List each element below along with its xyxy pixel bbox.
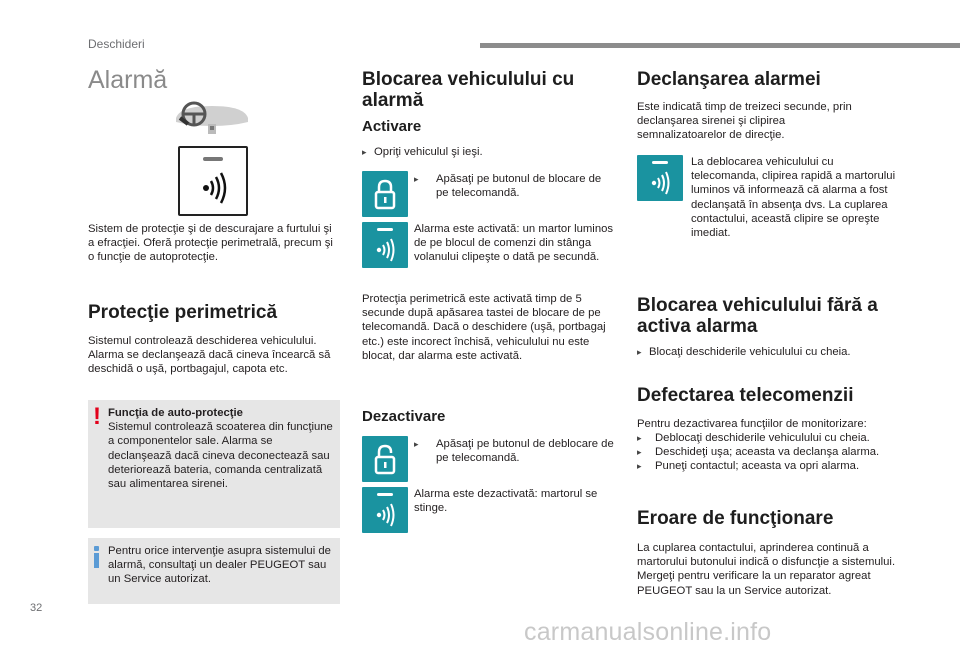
alarm-led-tile xyxy=(362,487,408,533)
no-alarm-title: Blocarea vehiculului fără a activa alarma xyxy=(637,295,878,337)
warning-note xyxy=(88,400,340,528)
activation-step-2-text: Apăsaţi pe butonul de blocare de pe telecomandă. xyxy=(436,173,602,200)
warning-icon: ! xyxy=(93,403,101,430)
list-item: ▸ Puneţi contactul; aceasta va opri alarma. xyxy=(637,460,860,473)
triggering-text: Este indicată timp de treizeci secunde, prin declanşarea sirenei şi clipirea semnalizatoarelor de direcţie. xyxy=(637,101,852,142)
remote-failure-intro: Pentru dezactivarea funcţiilor de monitorizare: xyxy=(637,418,867,430)
no-alarm-step-1-text: Blocaţi deschiderile vehiculului cu cheia. xyxy=(649,346,851,358)
deactivation-led-text: Alarma este dezactivată: martorul se stinge. xyxy=(414,488,598,515)
alarm-signal-icon xyxy=(362,222,408,268)
watermark: carmanualsonline.info xyxy=(524,618,772,646)
alarm-led-tile xyxy=(362,222,408,268)
bullet-icon: ▸ xyxy=(637,433,642,443)
alarm-signal-icon xyxy=(637,155,683,201)
list-item: ▸ Deschideţi uşa; aceasta va declanşa alarma. xyxy=(637,446,880,459)
list-item: ▸ Deblocaţi deschiderile vehiculului cu cheia. xyxy=(637,432,870,444)
triggering-led-text: La deblocarea vehiculului cu telecomanda, clipirea rapidă a martorului luminos vă informează că alarma a fost declanşată în absenţa dvs. La cuplarea contactului, această clipire se opreşte imediat. xyxy=(691,156,896,240)
header-divider xyxy=(480,43,960,48)
page-number: 32 xyxy=(30,602,43,614)
bullet-icon: ▸ xyxy=(637,447,642,458)
info-note-text: Pentru orice intervenţie asupra sistemului de alarmă, consultaţi un dealer PEUGEOT sau un Service autorizat. xyxy=(108,545,331,586)
page-title: Alarmă xyxy=(88,66,168,94)
alarm-led-tile xyxy=(637,155,683,201)
bullet-icon: ▸ xyxy=(637,461,642,472)
bullet-icon: ▸ xyxy=(414,174,419,184)
alarm-button-illustration xyxy=(178,146,248,216)
padlock-unlocked-icon xyxy=(362,436,408,482)
locking-title: Blocarea vehiculului cu alarmă xyxy=(362,69,575,111)
section-header: Deschideri xyxy=(88,37,145,51)
activation-led-text: Alarma este activată: un martor luminos de pe blocul de comenzi din stânga volanului clipeşte o dată pe secundă. xyxy=(414,223,614,264)
activation-step-1 xyxy=(362,145,612,159)
activation-after-text: Protecţia perimetrică este activată timp de 5 secunde după apăsarea tastei de blocare de pe telecomandă. Dacă o deschidere (uşă, portbagaj etc.) este incorect închisă, vehiculului nu este blocat, dar alarma este activată. xyxy=(362,293,606,362)
bullet-icon: ▸ xyxy=(414,439,419,449)
info-note xyxy=(88,538,340,604)
info-icon xyxy=(94,546,99,568)
remote-failure-title: Defectarea telecomenzii xyxy=(637,385,854,406)
remote-failure-steps xyxy=(637,431,897,474)
steering-wheel-icon xyxy=(172,96,252,138)
bullet-icon: ▸ xyxy=(637,347,642,357)
intro-text: Sistem de protecţie şi de descurajare a furtului şi a efracţiei. Oferă protecţie perimetrală, precum şi o funcţie de autoprotecţie. xyxy=(88,223,333,264)
perimeter-text: Sistemul controlează deschiderea vehiculului. Alarma se declanşează dacă cineva încearcă să deschidă o uşă, portbagajul, capota etc. xyxy=(88,335,331,376)
unlock-button-tile xyxy=(362,436,408,482)
malfunction-text: La cuplarea contactului, aprinderea continuă a martorului butonului indică o disfuncţie a sistemului. Mergeţi pentru verificare la un reparator agreat PEUGEOT sau la un Service autorizat. xyxy=(637,542,896,597)
padlock-locked-icon xyxy=(362,171,408,217)
activation-title: Activare xyxy=(362,118,422,135)
triggering-title: Declanşarea alarmei xyxy=(637,69,821,90)
deactivation-step-1 xyxy=(414,437,614,465)
dashboard-illustration xyxy=(172,96,252,138)
warning-note-text: Sistemul controlează scoaterea din funcţiune a componentelor sale. Alarma se declanşează dacă cineva deconectează sau deteriorează bateria, comanda centralizată sau alimentarea sirenei. xyxy=(108,421,333,491)
bullet-icon: ▸ xyxy=(362,147,367,157)
warning-note-title: Funcţia de auto-protecţie xyxy=(108,407,243,419)
activation-step-2 xyxy=(414,172,614,200)
lock-button-tile xyxy=(362,171,408,217)
malfunction-title: Eroare de funcţionare xyxy=(637,508,834,529)
activation-step-1-text: Opriţi vehiculul şi ieşi. xyxy=(374,146,483,158)
perimeter-title: Protecţie perimetrică xyxy=(88,302,278,323)
alarm-signal-icon xyxy=(180,148,246,214)
deactivation-title: Dezactivare xyxy=(362,408,446,425)
alarm-signal-icon xyxy=(362,487,408,533)
deactivation-step-1-text: Apăsaţi pe butonul de deblocare de pe telecomandă. xyxy=(436,438,614,465)
no-alarm-step-1 xyxy=(637,345,897,359)
